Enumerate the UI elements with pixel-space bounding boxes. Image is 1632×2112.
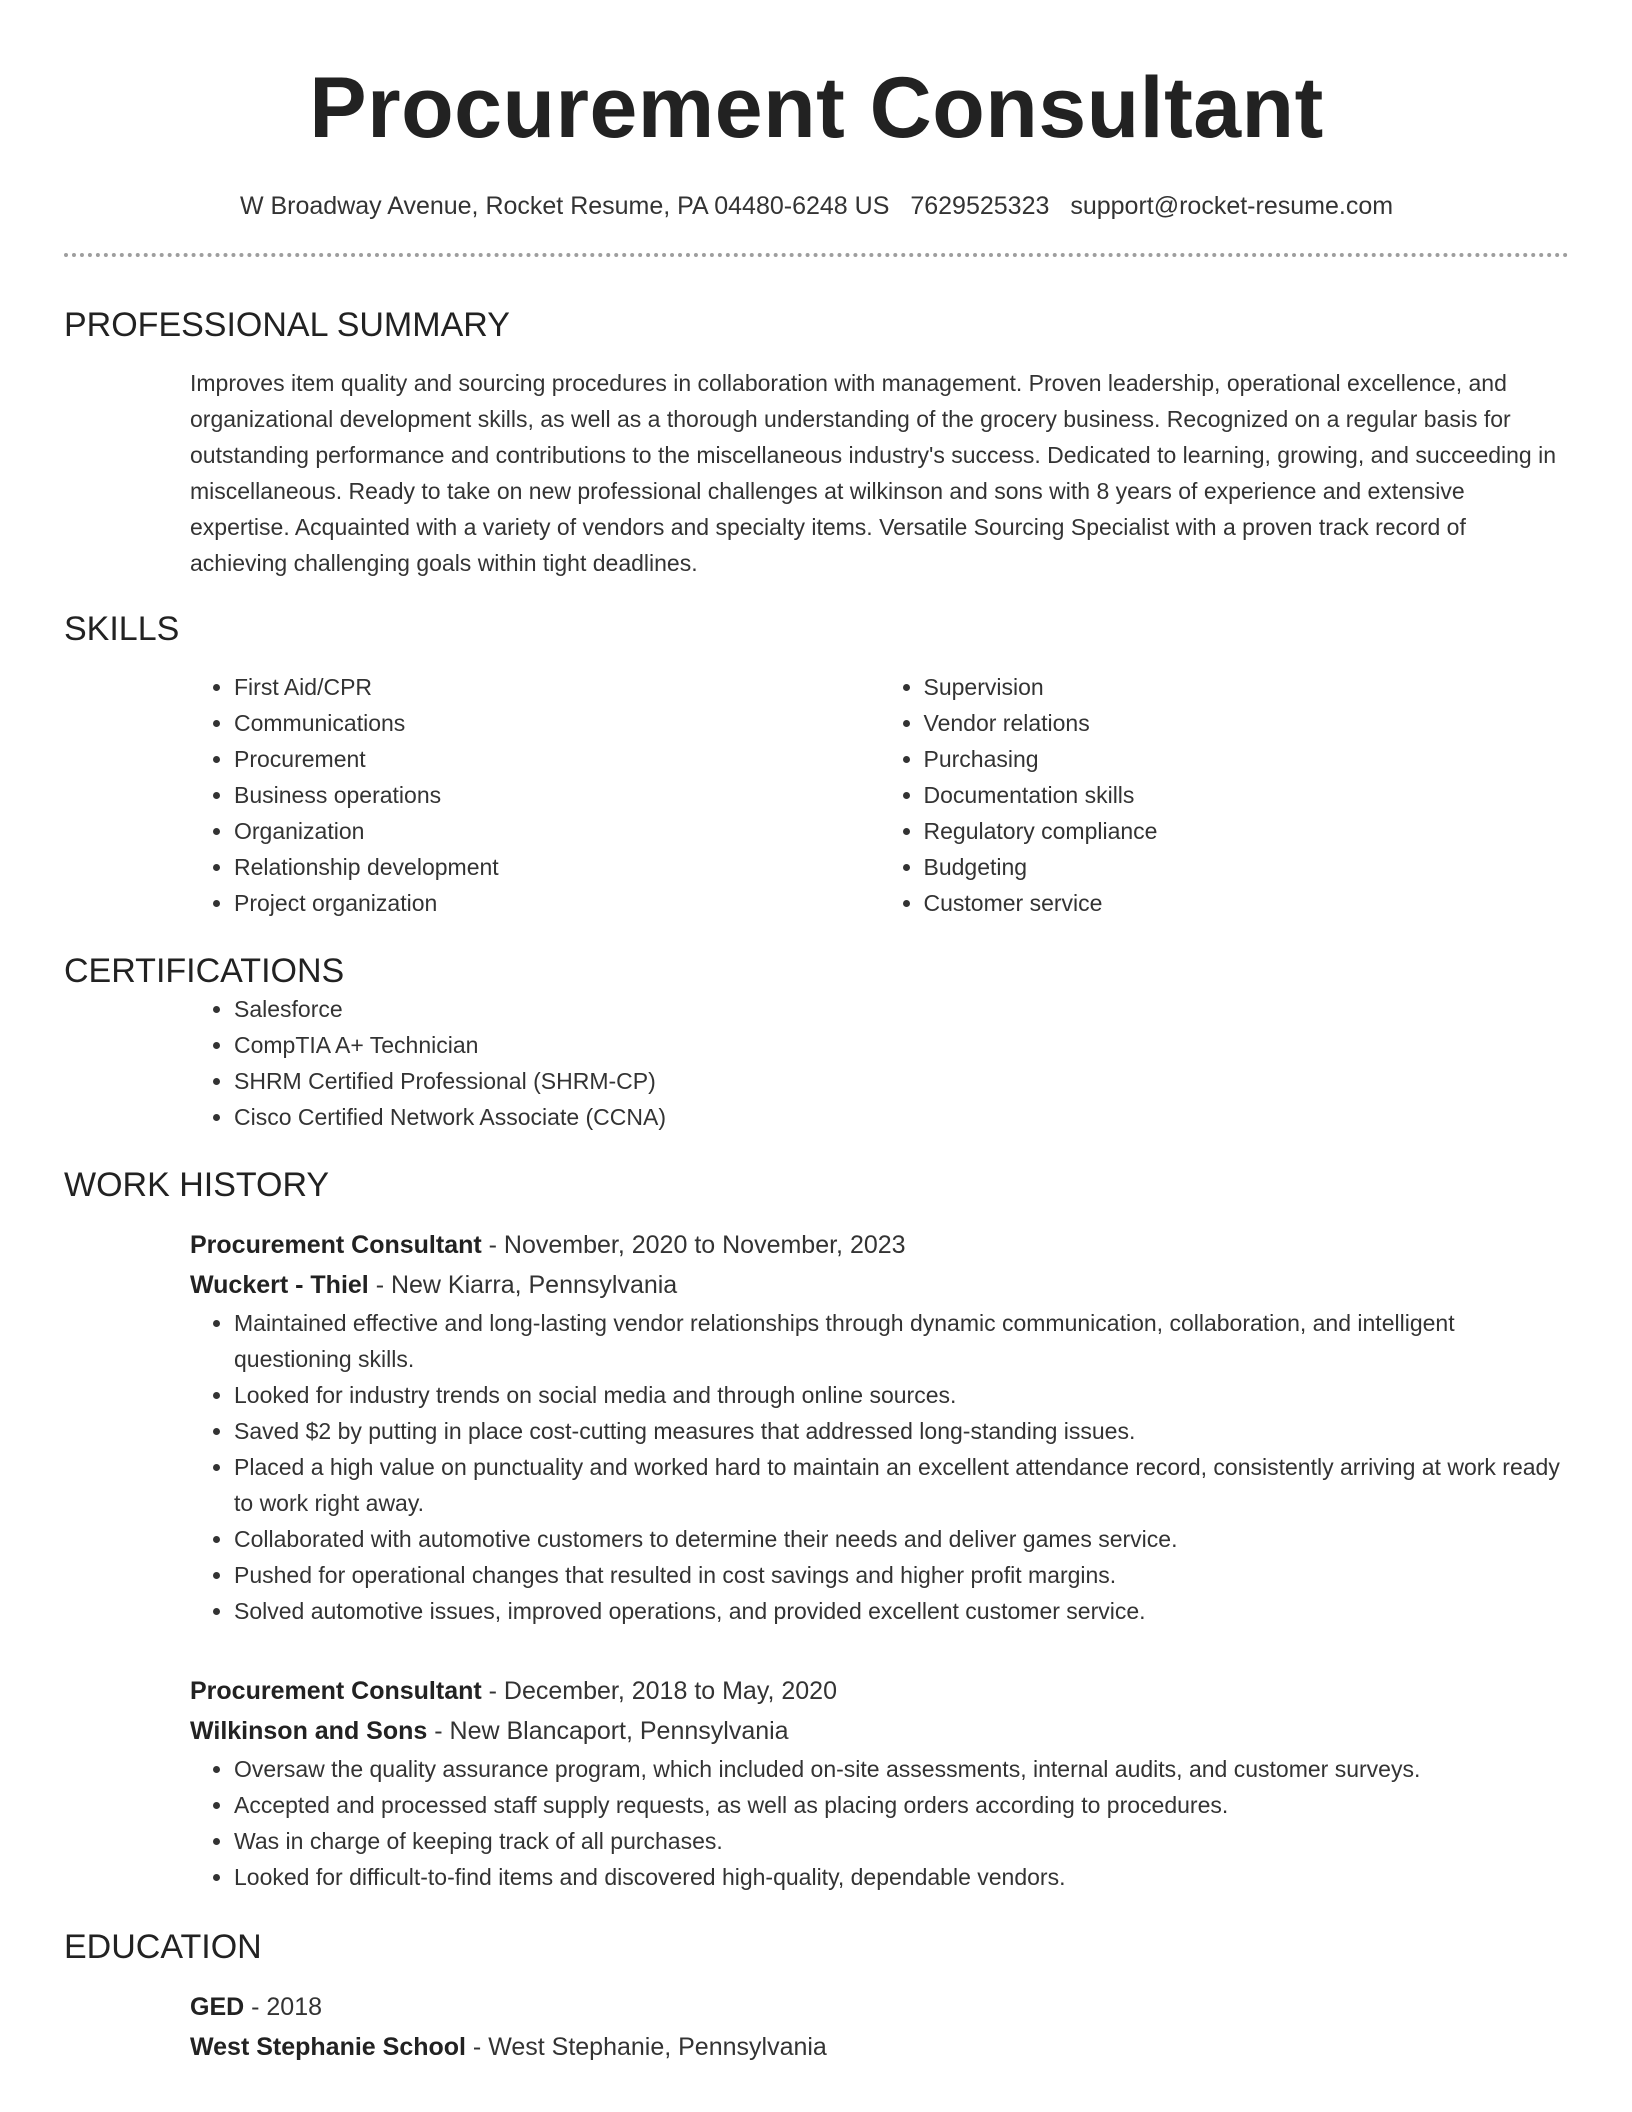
education-location: - West Stephanie, Pennsylvania [465, 2033, 827, 2061]
job-title-line [190, 1671, 1569, 1711]
job-location: - New Kiarra, Pennsylvania [368, 1271, 678, 1299]
skill-item: • Communications [234, 705, 880, 741]
job-bullet: • Maintained effective and long-lasting vendor relationships through dynamic communication, collaboration, and intelligent questioning skills. [234, 1305, 1569, 1377]
resume-page [64, 0, 1569, 2067]
education-heading: EDUCATION [64, 1928, 262, 1966]
skill-item: • Business operations [234, 777, 880, 813]
job-bullets [190, 1305, 1569, 1629]
skill-item: • Supervision [924, 669, 1570, 705]
job-entry [190, 1671, 1569, 1895]
contact-email: support@rocket-resume.com [1070, 192, 1394, 220]
education-year: - 2018 [244, 1993, 323, 2021]
skills-column-right [880, 669, 1570, 921]
certifications-heading: CERTIFICATIONS [64, 952, 345, 990]
contact-address: W Broadway Avenue, Rocket Resume, PA 04480-6248 US [239, 192, 890, 220]
job-bullet: • Accepted and processed staff supply requests, as well as placing orders according to procedures. [234, 1787, 1569, 1823]
job-entry [190, 1225, 1569, 1629]
job-dates: - December, 2018 to May, 2020 [481, 1677, 837, 1705]
job-company-line [190, 1265, 1569, 1305]
contact-line [64, 190, 1569, 222]
skill-item: • Budgeting [924, 849, 1570, 885]
skill-item: • Vendor relations [924, 705, 1570, 741]
job-bullet: • Solved automotive issues, improved operations, and provided excellent customer service. [234, 1593, 1569, 1629]
job-dates: - November, 2020 to November, 2023 [481, 1231, 906, 1259]
certification-item: • Cisco Certified Network Associate (CCNA) [234, 1099, 1569, 1135]
certification-item: • SHRM Certified Professional (SHRM-CP) [234, 1063, 1569, 1099]
education-degree: GED [190, 1993, 245, 2021]
job-bullet: • Looked for difficult-to-find items and discovered high-quality, dependable vendors. [234, 1859, 1569, 1895]
skills-heading: SKILLS [64, 610, 180, 648]
skill-item: • Procurement [234, 741, 880, 777]
education-degree-line [190, 1987, 1569, 2027]
job-company-line [190, 1711, 1569, 1751]
job-bullet: • Was in charge of keeping track of all purchases. [234, 1823, 1569, 1859]
skill-item: • First Aid/CPR [234, 669, 880, 705]
skill-item: • Documentation skills [924, 777, 1570, 813]
skills-column-left [190, 669, 880, 921]
certifications-list [190, 991, 1569, 1135]
job-company: Wilkinson and Sons [190, 1717, 428, 1745]
summary-heading: PROFESSIONAL SUMMARY [64, 306, 510, 344]
job-title-line [190, 1225, 1569, 1265]
job-bullet: • Looked for industry trends on social media and through online sources. [234, 1377, 1569, 1413]
skill-item: • Purchasing [924, 741, 1570, 777]
contact-phone: 7629525323 [910, 192, 1050, 220]
certification-item: • Salesforce [234, 991, 1569, 1027]
candidate-name: Procurement Consultant [309, 60, 1324, 156]
job-company: Wuckert - Thiel [190, 1271, 369, 1299]
summary-text: Improves item quality and sourcing procedures in collaboration with management. Proven leadership, operational excellence, and organizational development skills, as well as a thorough understanding of the grocery business. Recognized on a regular basis for outstanding performance and contributions to the miscellaneous industry's success. Dedicated to learning, growing, and succeeding in miscellaneous. Ready to take on new professional challenges at wilkinson and sons with 8 years of experience and extensive expertise. Acquainted with a variety of vendors and specialty items. Versatile Sourcing Specialist with a proven track record of achieving challenging goals within tight deadlines. [190, 370, 1557, 576]
job-bullet: • Saved $2 by putting in place cost-cutting measures that addressed long-standing issues. [234, 1413, 1569, 1449]
job-title: Procurement Consultant [190, 1231, 482, 1259]
work-history-heading: WORK HISTORY [64, 1166, 330, 1204]
job-bullet: • Collaborated with automotive customers to determine their needs and deliver games service. [234, 1521, 1569, 1557]
certification-item: • CompTIA A+ Technician [234, 1027, 1569, 1063]
job-title: Procurement Consultant [190, 1677, 482, 1705]
job-bullets [190, 1751, 1569, 1895]
job-bullet: • Placed a high value on punctuality and worked hard to maintain an excellent attendance record, consistently arriving at work ready to work right away. [234, 1449, 1569, 1521]
skill-item: • Customer service [924, 885, 1570, 921]
job-bullet: • Oversaw the quality assurance program, which included on-site assessments, internal audits, and customer surveys. [234, 1751, 1569, 1787]
education-entry [190, 1987, 1569, 2067]
job-location: - New Blancaport, Pennsylvania [427, 1717, 789, 1745]
skill-item: • Regulatory compliance [924, 813, 1570, 849]
skill-item: • Organization [234, 813, 880, 849]
education-school-line [190, 2027, 1569, 2067]
skills-list [190, 669, 1569, 921]
skill-item: • Project organization [234, 885, 880, 921]
skill-item: • Relationship development [234, 849, 880, 885]
header-divider [64, 253, 1569, 257]
job-bullet: • Pushed for operational changes that resulted in cost savings and higher profit margins. [234, 1557, 1569, 1593]
education-school: West Stephanie School [190, 2033, 466, 2061]
